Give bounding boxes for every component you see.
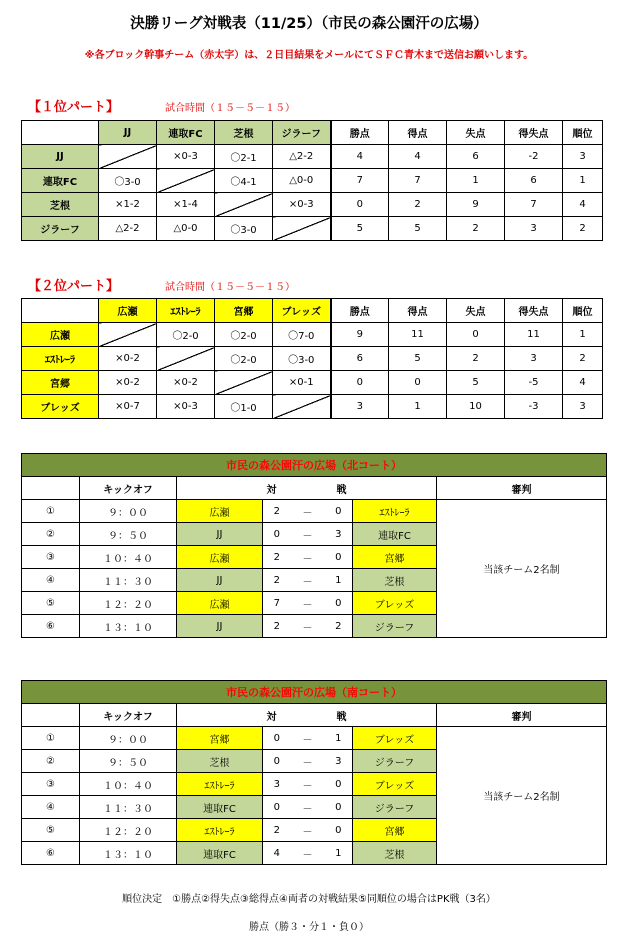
row-team: 広瀬 (22, 323, 99, 347)
home-score: 7 (263, 592, 291, 615)
referee-header: 審判 (437, 704, 607, 727)
kickoff-time: ９：００ (80, 500, 177, 523)
match-result: ×0-1 (273, 371, 331, 395)
team-header: JJ (99, 121, 157, 145)
stat-header: 勝点 (331, 299, 389, 323)
score-dash: － (291, 842, 325, 865)
home-score: 3 (263, 773, 291, 796)
home-score: 0 (263, 796, 291, 819)
home-team: JJ (177, 615, 263, 638)
stat-value: 3 (331, 395, 389, 419)
stat-value: 5 (389, 217, 447, 241)
part1-time: 試合時間（１５－５－１５） (165, 103, 295, 114)
stat-value: 6 (505, 169, 563, 193)
stat-value: 0 (389, 371, 447, 395)
part1-title: 【１位パート】 (28, 100, 120, 115)
away-team: ジラーフ (353, 750, 437, 773)
stat-value: 3 (563, 395, 603, 419)
kickoff-time: １３：１０ (80, 842, 177, 865)
row-team: JJ (22, 145, 99, 169)
match-number: ④ (22, 569, 80, 592)
kickoff-time: １１：３０ (80, 796, 177, 819)
stat-value: 4 (563, 193, 603, 217)
score-dash: － (291, 592, 325, 615)
notice-text: ※各ブロック幹事チーム（赤太字）は、２日目結果をメールにてＳＦＣ青木まで送信お願いします。 (84, 50, 534, 61)
match-result: △0-0 (157, 217, 215, 241)
home-team: 芝根 (177, 750, 263, 773)
stat-value: 3 (563, 145, 603, 169)
diagonal-cell (215, 371, 273, 395)
home-score: 2 (263, 819, 291, 842)
stat-value: 5 (331, 217, 389, 241)
stat-value: 2 (563, 217, 603, 241)
part1-league-table (21, 120, 603, 241)
match-header (177, 704, 437, 727)
stat-value: 0 (331, 193, 389, 217)
away-score: 0 (325, 819, 353, 842)
diagonal-cell (215, 193, 273, 217)
home-score: 0 (263, 727, 291, 750)
kickoff-time: ９：５０ (80, 750, 177, 773)
kickoff-time: １３：１０ (80, 615, 177, 638)
stat-value: 5 (447, 371, 505, 395)
south-court-schedule (21, 680, 607, 865)
away-team: 宮郷 (353, 819, 437, 842)
stat-header: 勝点 (331, 121, 389, 145)
team-header: 宮郷 (215, 299, 273, 323)
vs-label-1: 対 (266, 484, 277, 496)
part2-time: 試合時間（１５－５－１５） (165, 282, 295, 293)
match-number: ⑥ (22, 842, 80, 865)
match-number: ④ (22, 796, 80, 819)
home-team: 連取FC (177, 796, 263, 819)
stat-value: 6 (331, 347, 389, 371)
vs-label-1: 対 (266, 711, 277, 723)
stat-value: 7 (505, 193, 563, 217)
stat-value: 4 (563, 371, 603, 395)
kickoff-time: １０：４０ (80, 773, 177, 796)
page-title: 決勝リーグ対戦表（11/25）（市民の森公園汗の広場） (130, 16, 488, 32)
score-dash: － (291, 523, 325, 546)
match-header (177, 477, 437, 500)
match-result: 〇2-1 (215, 145, 273, 169)
away-team: ブレッズ (353, 727, 437, 750)
match-number: ⑥ (22, 615, 80, 638)
stat-value: 1 (563, 169, 603, 193)
score-dash: － (291, 796, 325, 819)
stat-value: -5 (505, 371, 563, 395)
stat-value: 4 (331, 145, 389, 169)
kickoff-header: キックオフ (80, 704, 177, 727)
match-number: ⑤ (22, 592, 80, 615)
home-score: 2 (263, 569, 291, 592)
team-header: 芝根 (215, 121, 273, 145)
match-number: ⑤ (22, 819, 80, 842)
match-result: 〇4-1 (215, 169, 273, 193)
referee-note: 当該チーム2名制 (437, 727, 607, 865)
row-team: ブレッズ (22, 395, 99, 419)
court-title: 市民の森公園汗の広場（南コート） (22, 681, 607, 704)
kickoff-time: １０：４０ (80, 546, 177, 569)
court-title: 市民の森公園汗の広場（北コート） (22, 454, 607, 477)
corner-cell (22, 299, 99, 323)
match-result: 〇7-0 (273, 323, 331, 347)
match-result: 〇2-0 (157, 323, 215, 347)
stat-header: 得失点 (505, 299, 563, 323)
stat-header: 得点 (389, 121, 447, 145)
stat-value: 7 (389, 169, 447, 193)
away-team: ブレッズ (353, 773, 437, 796)
match-result: ×0-3 (157, 145, 215, 169)
score-dash: － (291, 615, 325, 638)
kickoff-header: キックオフ (80, 477, 177, 500)
stat-value: 10 (447, 395, 505, 419)
home-score: 2 (263, 500, 291, 523)
home-team: 広瀬 (177, 592, 263, 615)
stat-value: 11 (505, 323, 563, 347)
match-number: ② (22, 523, 80, 546)
diagonal-cell (157, 347, 215, 371)
stat-value: 0 (447, 323, 505, 347)
stat-value: 4 (389, 145, 447, 169)
home-score: 4 (263, 842, 291, 865)
stat-header: 失点 (447, 299, 505, 323)
part2-league-table (21, 298, 603, 419)
score-dash: － (291, 819, 325, 842)
score-dash: － (291, 750, 325, 773)
score-dash: － (291, 546, 325, 569)
match-number: ③ (22, 773, 80, 796)
stat-value: 2 (447, 347, 505, 371)
away-team: 連取FC (353, 523, 437, 546)
kickoff-time: ９：００ (80, 727, 177, 750)
no-header (22, 704, 80, 727)
diagonal-cell (273, 395, 331, 419)
match-result: ×0-3 (157, 395, 215, 419)
away-score: 0 (325, 592, 353, 615)
home-team: 広瀬 (177, 546, 263, 569)
kickoff-time: １１：３０ (80, 569, 177, 592)
stat-value: 5 (389, 347, 447, 371)
away-score: 2 (325, 615, 353, 638)
match-result: 〇3-0 (99, 169, 157, 193)
away-score: 1 (325, 727, 353, 750)
diagonal-cell (157, 169, 215, 193)
diagonal-cell (273, 217, 331, 241)
stat-value: 2 (447, 217, 505, 241)
stat-value: 0 (331, 371, 389, 395)
home-team: 広瀬 (177, 500, 263, 523)
stat-value: -2 (505, 145, 563, 169)
away-score: 1 (325, 842, 353, 865)
stat-value: 3 (505, 347, 563, 371)
points-rule: 勝点（勝３・分１・負０） (249, 922, 369, 933)
kickoff-time: １２：２０ (80, 592, 177, 615)
stat-value: 3 (505, 217, 563, 241)
away-team: ジラーフ (353, 615, 437, 638)
away-team: ブレッズ (353, 592, 437, 615)
match-number: ② (22, 750, 80, 773)
referee-note: 当該チーム2名制 (437, 500, 607, 638)
match-result: 〇2-0 (215, 323, 273, 347)
score-dash: － (291, 773, 325, 796)
match-result: 〇2-0 (215, 347, 273, 371)
match-number: ① (22, 500, 80, 523)
away-score: 3 (325, 750, 353, 773)
corner-cell (22, 121, 99, 145)
match-result: ×1-2 (99, 193, 157, 217)
match-result: ×0-7 (99, 395, 157, 419)
home-score: 0 (263, 750, 291, 773)
match-result: ×0-2 (157, 371, 215, 395)
score-dash: － (291, 500, 325, 523)
stat-header: 順位 (563, 299, 603, 323)
team-header: ブレッズ (273, 299, 331, 323)
vs-label-2: 戦 (336, 484, 347, 496)
away-score: 0 (325, 546, 353, 569)
ranking-rule: 順位決定 ①勝点②得失点③総得点④両者の対戦結果⑤同順位の場合はPK戦（3名） (122, 894, 496, 905)
away-score: 0 (325, 796, 353, 819)
row-team: 連取FC (22, 169, 99, 193)
row-team: 芝根 (22, 193, 99, 217)
row-team: 宮郷 (22, 371, 99, 395)
stat-value: 11 (389, 323, 447, 347)
match-result: ×1-4 (157, 193, 215, 217)
stat-value: 1 (447, 169, 505, 193)
away-score: 3 (325, 523, 353, 546)
stat-header: 順位 (563, 121, 603, 145)
away-team: 芝根 (353, 569, 437, 592)
stat-value: -3 (505, 395, 563, 419)
home-team: JJ (177, 569, 263, 592)
home-team: JJ (177, 523, 263, 546)
match-result: △0-0 (273, 169, 331, 193)
match-result: 〇3-0 (273, 347, 331, 371)
stat-value: 9 (331, 323, 389, 347)
match-result: 〇1-0 (215, 395, 273, 419)
home-team: ｴｽﾄﾚｰﾗ (177, 819, 263, 842)
away-team: 宮郷 (353, 546, 437, 569)
home-team: 連取FC (177, 842, 263, 865)
stat-value: 1 (389, 395, 447, 419)
kickoff-time: １２：２０ (80, 819, 177, 842)
score-dash: － (291, 727, 325, 750)
stat-value: 2 (389, 193, 447, 217)
home-score: 2 (263, 615, 291, 638)
match-result: ×0-3 (273, 193, 331, 217)
away-score: 1 (325, 569, 353, 592)
team-header: ｴｽﾄﾚｰﾗ (157, 299, 215, 323)
home-score: 2 (263, 546, 291, 569)
stat-value: 2 (563, 347, 603, 371)
home-team: 宮郷 (177, 727, 263, 750)
diagonal-cell (99, 323, 157, 347)
team-header: 広瀬 (99, 299, 157, 323)
no-header (22, 477, 80, 500)
stat-value: 9 (447, 193, 505, 217)
kickoff-time: ９：５０ (80, 523, 177, 546)
vs-label-2: 戦 (336, 711, 347, 723)
team-header: 連取FC (157, 121, 215, 145)
diagonal-cell (99, 145, 157, 169)
away-score: 0 (325, 773, 353, 796)
match-number: ③ (22, 546, 80, 569)
away-team: ｴｽﾄﾚｰﾗ (353, 500, 437, 523)
stat-header: 失点 (447, 121, 505, 145)
match-result: △2-2 (273, 145, 331, 169)
row-team: ｴｽﾄﾚｰﾗ (22, 347, 99, 371)
team-header: ジラーフ (273, 121, 331, 145)
row-team: ジラーフ (22, 217, 99, 241)
stat-header: 得失点 (505, 121, 563, 145)
match-result: ×0-2 (99, 371, 157, 395)
stat-header: 得点 (389, 299, 447, 323)
match-number: ① (22, 727, 80, 750)
home-team: ｴｽﾄﾚｰﾗ (177, 773, 263, 796)
away-team: 芝根 (353, 842, 437, 865)
score-dash: － (291, 569, 325, 592)
away-score: 0 (325, 500, 353, 523)
stat-value: 7 (331, 169, 389, 193)
home-score: 0 (263, 523, 291, 546)
stat-value: 6 (447, 145, 505, 169)
stat-value: 1 (563, 323, 603, 347)
away-team: ジラーフ (353, 796, 437, 819)
match-result: ×0-2 (99, 347, 157, 371)
match-result: 〇3-0 (215, 217, 273, 241)
part2-title: 【２位パート】 (28, 279, 120, 294)
match-result: △2-2 (99, 217, 157, 241)
referee-header: 審判 (437, 477, 607, 500)
north-court-schedule (21, 453, 607, 638)
